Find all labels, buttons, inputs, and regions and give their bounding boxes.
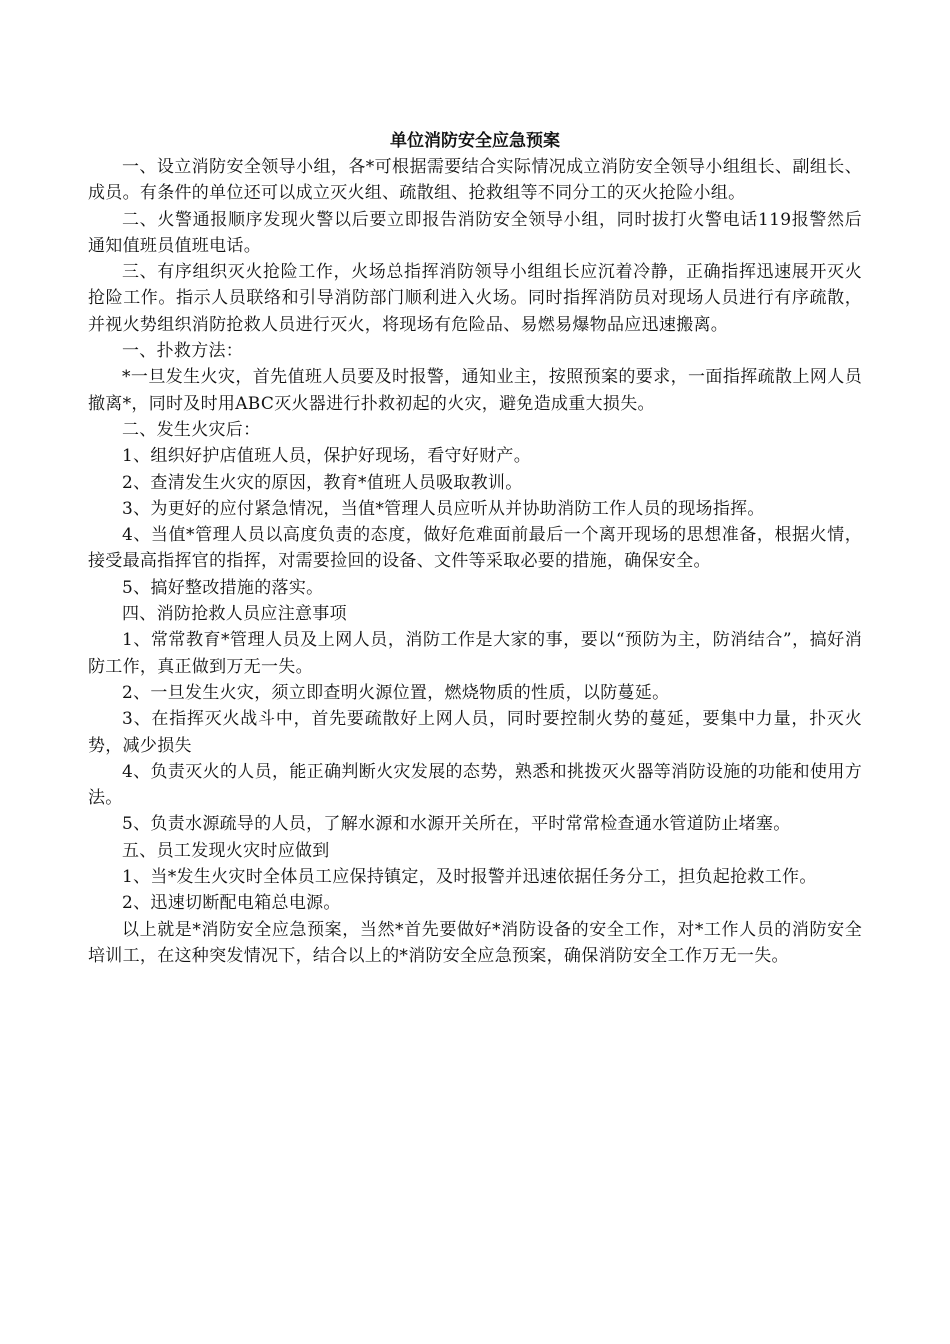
paragraph: 三、有序组织灭火抢险工作，火场总指挥消防领导小组组长应沉着冷静，正确指挥迅速展开灭火抢险工作。指示人员联络和引导消防部门顺利进入火场。同时指挥消防员对现场人员进行有序疏散，并视火势组织消防抢救人员进行灭火，将现场有危险品、易燃易爆物品应迅速搬离。 (88, 262, 862, 335)
section-heading: 一、扑救方法： (122, 341, 244, 362)
list-item: 5、负责水源疏导的人员，了解水源和水源开关所在，平时常常检查通水管道防止堵塞。 (122, 814, 791, 835)
list-item: 5、搞好整改措施的落实。 (122, 577, 324, 598)
list-item: 2、查清发生火灾的原因，教育*值班人员吸取教训。 (122, 472, 523, 493)
section-heading: 四、消防抢救人员应注意事项 (122, 604, 347, 625)
list-item: 4、负责灭火的人员，能正确判断火灾发展的态势，熟悉和挑拨灭火器等消防设施的功能和使用方法。 (88, 761, 862, 809)
section-heading: 五、员工发现火灾时应做到 (122, 840, 330, 861)
paragraph: 二、火警通报顺序发现火警以后要立即报告消防安全领导小组，同时拔打火警电话119报警然后通知值班员值班电话。 (88, 209, 862, 256)
list-item: 2、一旦发生火灾，须立即查明火源位置，燃烧物质的性质，以防蔓延。 (122, 682, 670, 703)
section-heading: 二、发生火灾后： (122, 419, 261, 440)
list-item: 3、在指挥灭火战斗中，首先要疏散好上网人员，同时要控制火势的蔓延，要集中力量，扑灭火势，减少损失 (88, 709, 862, 756)
paragraph: 一、设立消防安全领导小组，各*可根据需要结合实际情况成立消防安全领导小组组长、副组长、成员。有条件的单位还可以成立灭火组、疏散组、抢救组等不同分工的灭火抢险小组。 (88, 157, 862, 204)
document-title: 单位消防安全应急预案 (390, 131, 560, 151)
list-item: 1、当*发生火灾时全体员工应保持镇定，及时报警并迅速依据任务分工，担负起抢救工作。 (122, 867, 817, 888)
paragraph: *一旦发生火灾，首先值班人员要及时报警，通知业主，按照预案的要求，一面指挥疏散上网人员撤离*，同时及时用ABC灭火器进行扑救初起的火灾，避免造成重大损失。 (88, 367, 862, 414)
list-item: 4、当值*管理人员以高度负责的态度，做好危难面前最后一个离开现场的思想准备，根据火情，接受最高指挥官的指挥，对需要捡回的设备、文件等采取必要的措施，确保安全。 (88, 525, 862, 572)
list-item: 1、常常教育*管理人员及上网人员，消防工作是大家的事，要以“预防为主，防消结合”，搞好消防工作，真正做到万无一失。 (88, 630, 862, 677)
list-item: 1、组织好护店值班人员，保护好现场，看守好财产。 (122, 446, 532, 467)
closing-paragraph: 以上就是*消防安全应急预案，当然*首先要做好*消防设备的安全工作，对*工作人员的消防安全培训工，在这种突发情况下，结合以上的*消防安全应急预案，确保消防安全工作万无一失。 (88, 919, 862, 966)
list-item: 3、为更好的应付紧急情况，当值*管理人员应听从并协助消防工作人员的现场指挥。 (122, 498, 765, 519)
document-body (88, 128, 862, 969)
list-item: 2、迅速切断配电箱总电源。 (122, 893, 341, 914)
